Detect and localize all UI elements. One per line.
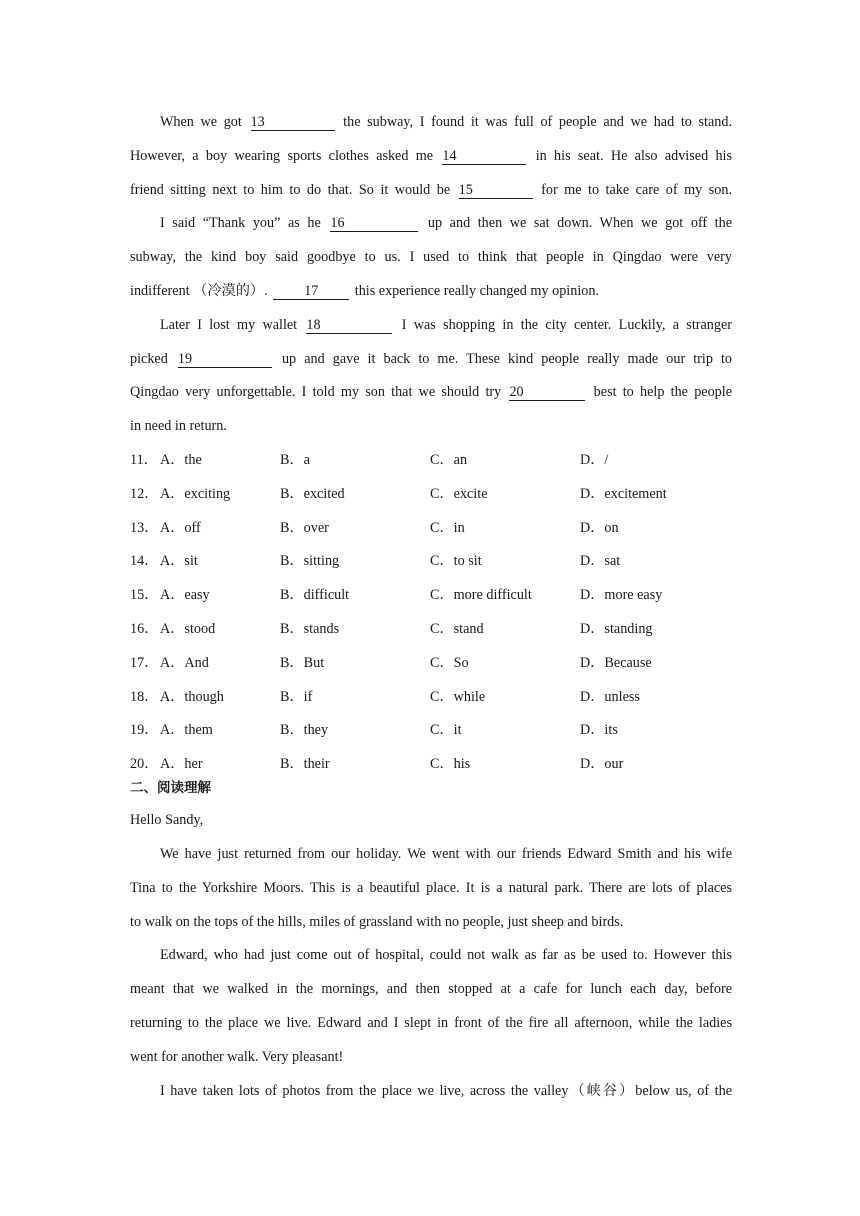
text: Later I lost my wallet: [160, 316, 298, 333]
option-b: B．difficult: [280, 587, 350, 604]
section-heading: 二、阅读理解: [130, 780, 211, 797]
text: for me to take care of my son.: [541, 181, 732, 198]
option-d: D．sat: [580, 553, 621, 570]
option-c: C．his: [430, 756, 471, 773]
passage-line: [130, 176, 732, 210]
question-row: [130, 480, 732, 514]
question-number: 17．: [130, 654, 159, 671]
text: When we got: [160, 114, 242, 130]
option-d: D．its: [580, 722, 618, 739]
option-c: C．to sit: [430, 553, 482, 570]
question-row: [130, 615, 732, 649]
option-a: A．off: [160, 519, 201, 536]
question-number: 14．: [130, 553, 159, 570]
question-row: [130, 547, 732, 581]
passage-line: [130, 243, 732, 277]
option-b: B．sitting: [280, 553, 340, 570]
option-b: B．if: [280, 688, 313, 705]
blank-15: 15: [459, 182, 533, 199]
blank-14: 14: [442, 148, 526, 165]
option-c: C．in: [430, 519, 465, 536]
option-a: A．stood: [160, 620, 216, 637]
options-list: [130, 446, 732, 778]
option-b: B．their: [280, 756, 330, 773]
option-c: C．while: [430, 688, 486, 705]
blank-19: 19: [178, 351, 272, 368]
document-page: [130, 108, 732, 1110]
passage-line: We have just returned from our holiday. We went with our friends Edward Smith and his wife: [160, 845, 732, 862]
passage-line: went for another walk. Very pleasant!: [130, 1048, 344, 1065]
text: friend sitting next to him to do that. So it would be: [130, 181, 451, 198]
passage-line: [130, 412, 732, 446]
option-a: A．them: [160, 722, 213, 739]
passage-line: meant that we walked in the mornings, and then stopped at a cafe for lunch each day, before: [130, 981, 732, 998]
passage-line: I have taken lots of photos from the place we live, across the valley（峡谷）below us, of the: [160, 1082, 732, 1099]
option-c: C．stand: [430, 620, 484, 637]
passage-line: [130, 378, 732, 412]
option-d: D．Because: [580, 654, 652, 671]
text: I was shopping in the city center. Luckily, a stranger: [401, 316, 732, 333]
question-row: [130, 750, 732, 778]
option-b: B．stands: [280, 620, 340, 637]
passage-line: returning to the place we live. Edward and I slept in front of the fire all afternoon, while the ladies: [130, 1014, 732, 1031]
option-c: C．So: [430, 654, 469, 671]
text: up and gave it back to me. These kind people really made our trip to: [281, 350, 733, 367]
option-d: D．standing: [580, 620, 653, 637]
option-b: B．over: [280, 519, 329, 536]
passage-line: [130, 311, 732, 345]
text: Qingdao very unforgettable. I told my son that we should try: [130, 384, 502, 401]
passage-line: [130, 108, 732, 142]
option-b: B．they: [280, 722, 329, 739]
passage-line: Edward, who had just come out of hospital, could not walk as far as be used to. However this: [160, 947, 732, 964]
option-b: B．But: [280, 654, 325, 671]
blank-17: 17: [273, 283, 349, 300]
blank-20: 20: [509, 384, 585, 401]
question-number: 12．: [130, 485, 159, 502]
question-number: 20．: [130, 756, 159, 773]
option-d: D．our: [580, 756, 624, 773]
question-number: 16．: [130, 620, 159, 637]
text: best to help the people: [593, 384, 733, 401]
question-number: 18．: [130, 688, 159, 705]
question-row: [130, 581, 732, 615]
question-number: 13．: [130, 519, 159, 536]
question-row: [130, 514, 732, 548]
option-d: D．excitement: [580, 485, 667, 502]
option-a: A．exciting: [160, 485, 231, 502]
question-row: [130, 446, 732, 480]
question-number: 19．: [130, 722, 159, 739]
passage-line: [130, 209, 732, 243]
question-number: 11．: [130, 451, 158, 468]
option-a: A．the: [160, 451, 202, 468]
question-row: [130, 649, 732, 683]
option-a: A．sit: [160, 553, 198, 570]
text: I said “Thank you” as he: [160, 215, 321, 232]
option-c: C．an: [430, 451, 468, 468]
text: indifferent （冷漠的）.: [130, 282, 268, 299]
passage-line: [130, 345, 732, 379]
text: up and then we sat down. When we got off the: [427, 215, 733, 232]
option-d: D．more easy: [580, 587, 663, 604]
option-a: A．though: [160, 688, 224, 705]
question-row: [130, 683, 732, 717]
option-c: C．excite: [430, 485, 488, 502]
option-d: D．unless: [580, 688, 640, 705]
text: this experience really changed my opinion.: [354, 282, 600, 299]
text: subway, the kind boy said goodbye to us. I used to think that people in Qingdao were very: [130, 249, 732, 266]
letter-greeting: Hello Sandy,: [130, 812, 204, 829]
option-c: C．it: [430, 722, 462, 739]
passage-line: [130, 277, 732, 311]
option-a: A．easy: [160, 587, 210, 604]
option-b: B．a: [280, 451, 310, 468]
option-a: A．her: [160, 756, 203, 773]
question-number: 15．: [130, 587, 159, 604]
option-a: A．And: [160, 654, 209, 671]
text: However, a boy wearing sports clothes asked me: [130, 147, 434, 164]
blank-18: 18: [306, 317, 392, 334]
text: the subway, I found it was full of people and we had to stand.: [343, 114, 732, 130]
passage-line: to walk on the tops of the hills, miles of grassland with no people, just sheep and birds.: [130, 913, 624, 930]
text: in need in return.: [130, 418, 227, 435]
question-row: [130, 716, 732, 750]
text: in his seat. He also advised his: [535, 147, 733, 164]
option-d: D．on: [580, 519, 619, 536]
text: picked: [130, 350, 168, 367]
blank-16: 16: [330, 215, 418, 232]
passage-line: [130, 142, 732, 176]
option-b: B．excited: [280, 485, 345, 502]
passage-line: Tina to the Yorkshire Moors. This is a beautiful place. It is a natural park. There are lots of places: [130, 879, 732, 896]
blank-13: 13: [251, 114, 335, 131]
option-d: D．/: [580, 451, 609, 468]
option-c: C．more difficult: [430, 587, 532, 604]
